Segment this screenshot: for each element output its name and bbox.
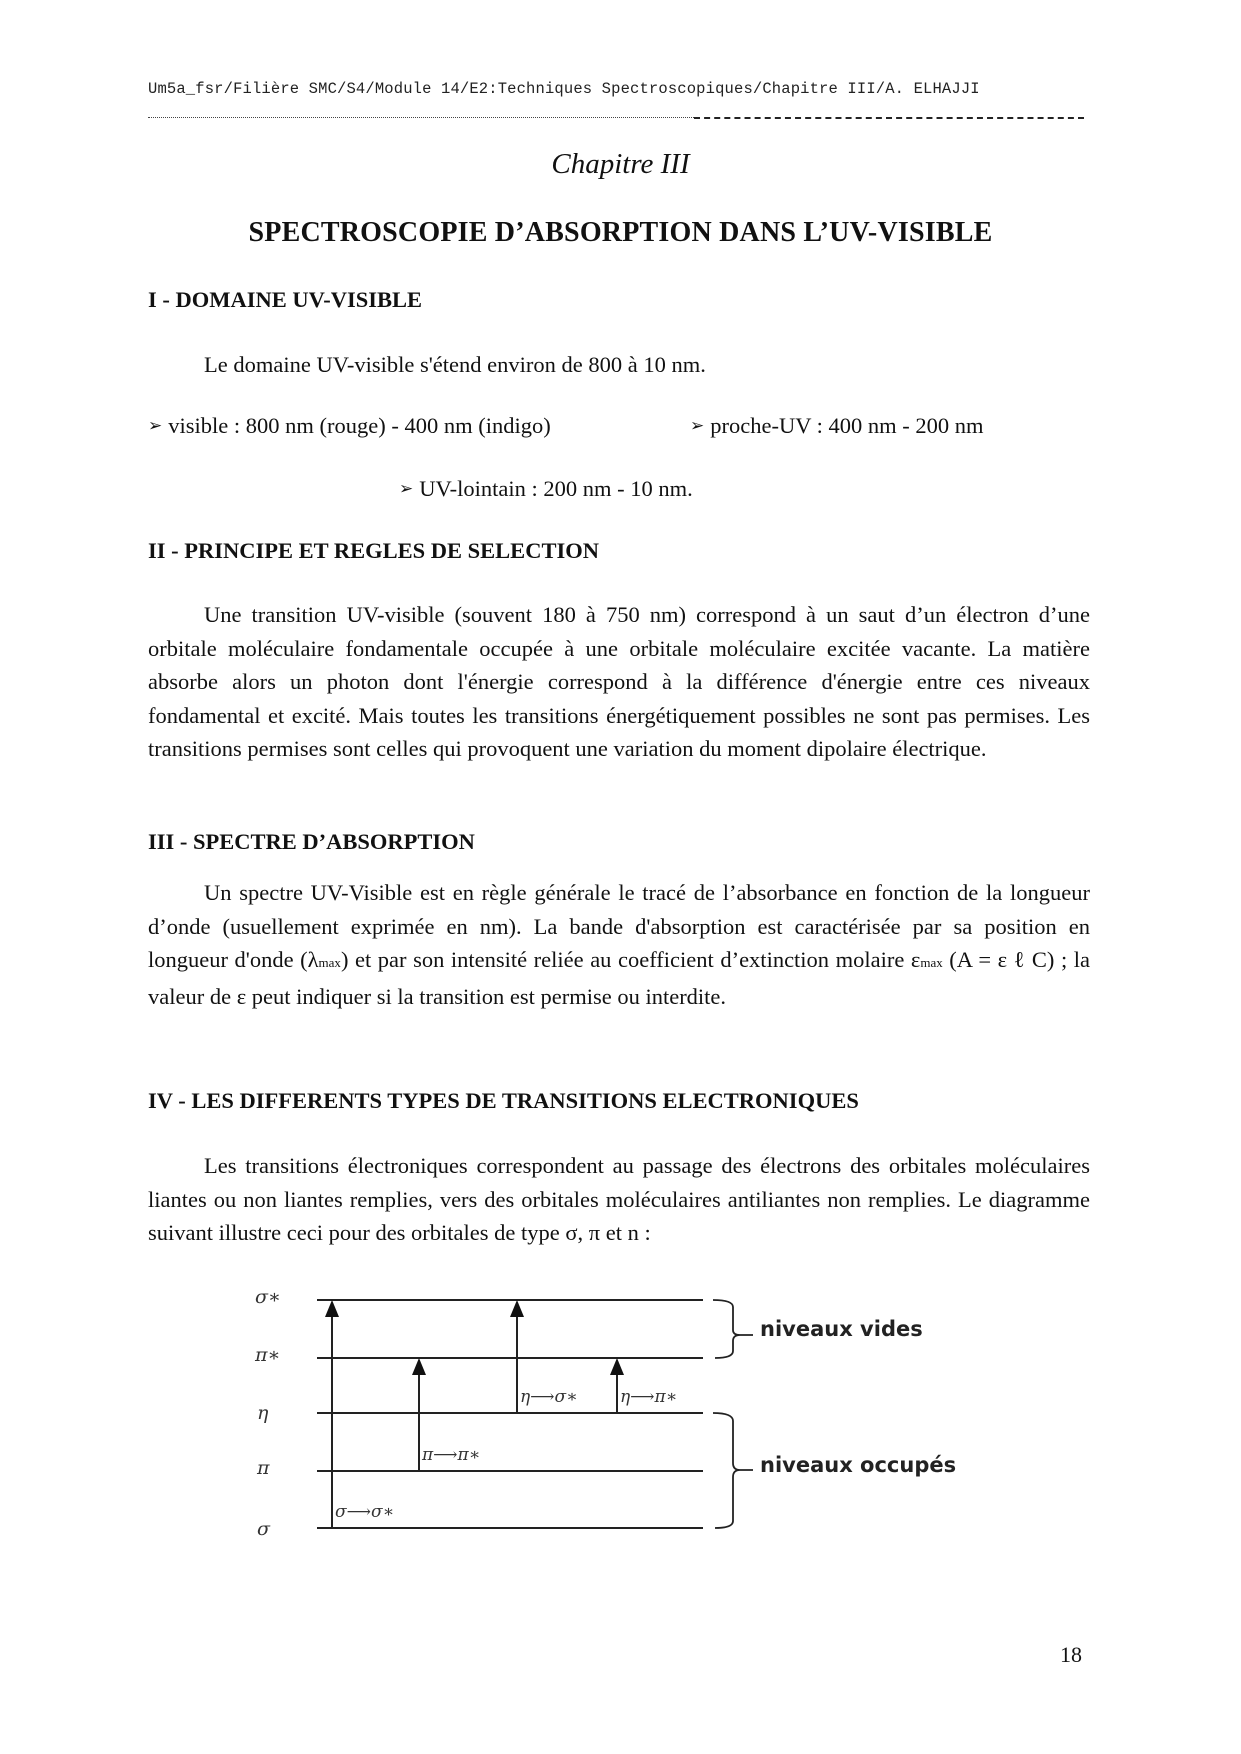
- section-2-heading: II - PRINCIPE ET REGLES DE SELECTION: [148, 538, 599, 563]
- epsilon-max-subscript: max: [920, 955, 943, 970]
- chapter-title: SPECTROSCOPIE D’ABSORPTION DANS L’UV-VISIBLE: [248, 217, 993, 248]
- bullet-near-uv: [690, 413, 984, 439]
- section-1-intro: Le domaine UV-visible s'étend environ de 800 à 10 nm.: [204, 352, 706, 377]
- arrowhead: [412, 1358, 426, 1375]
- header-rule-dashed: [694, 117, 1084, 119]
- section-4-heading: IV - LES DIFFERENTS TYPES DE TRANSITIONS ELECTRONIQUES: [148, 1088, 859, 1113]
- arrowhead: [610, 1358, 624, 1375]
- section-3-text-1: Un spectre UV-Visible est en règle générale le tracé de l’absorbance en fonction de la longueur d’onde (usuellement exprimée en nm). La bande d'absorption est caractérisée par sa position en longueur d'onde (λ: [148, 880, 1090, 972]
- transition-label-pi-pi-star: π⟶π∗: [422, 1445, 481, 1465]
- section-2-paragraph: [148, 598, 1090, 766]
- transition-label-n-sigma-star: η⟶σ∗: [520, 1387, 578, 1407]
- level-label-pi: π: [257, 1457, 270, 1479]
- arrowhead: [325, 1300, 339, 1317]
- bullet-visible: [148, 413, 551, 439]
- page-number: 18: [1060, 1642, 1082, 1667]
- level-label-n: η: [257, 1402, 269, 1424]
- header-rule-dotted: [148, 117, 694, 118]
- transition-label-sigma-sigma-star: σ⟶σ∗: [335, 1502, 395, 1522]
- arrow-bullet-icon: ➢: [690, 416, 705, 435]
- section-2-text: Une transition UV-visible (souvent 180 à 750 nm) correspond à un saut d’un électron d’une orbitale moléculaire fondamentale occupée à une orbitale moléculaire excitée vacante. La matière absorbe alors un photon dont l'énergie correspond à la différence d'énergie entre ces niveaux fondamental et excité. Mais toutes les transitions énergétiquement possibles ne sont pas permises. Les transitions permises sont celles qui provoquent une variation du moment dipolaire électrique.: [148, 602, 1090, 761]
- section-1-heading: I - DOMAINE UV-VISIBLE: [148, 287, 422, 312]
- group-label-empty-levels: niveaux vides: [760, 1317, 923, 1341]
- arrow-bullet-icon: ➢: [148, 416, 163, 435]
- arrowhead: [510, 1300, 524, 1317]
- section-3-paragraph: [148, 876, 1090, 1013]
- section-4-text: Les transitions électroniques correspondent au passage des électrons des orbitales moléculaires liantes ou non liantes remplies, vers des orbitales moléculaires antiliantes non remplies. Le diagramme suivant illustre ceci pour des orbitales de type σ, π et n :: [148, 1153, 1090, 1245]
- chapter-label: Chapitre III: [551, 148, 690, 180]
- group-label-occupied-levels: niveaux occupés: [760, 1453, 957, 1477]
- section-3-text-2: ) et par son intensité reliée au coefficient d’extinction molaire ε: [340, 947, 921, 972]
- running-header: Um5a_fsr/Filière SMC/S4/Module 14/E2:Techniques Spectroscopiques/Chapitre III/A. ELHAJJI: [148, 80, 980, 98]
- brace-occupied-levels: [713, 1413, 753, 1528]
- arrow-bullet-icon: ➢: [399, 479, 414, 498]
- bullet-text: UV-lointain : 200 nm - 10 nm.: [419, 476, 693, 501]
- bullet-text: visible : 800 nm (rouge) - 400 nm (indigo): [168, 413, 551, 438]
- level-label-pi-star: π∗: [255, 1344, 281, 1366]
- orbital-transition-diagram: [255, 1285, 1015, 1575]
- lambda-max-subscript: max: [318, 955, 341, 970]
- section-4-paragraph: [148, 1149, 1090, 1250]
- brace-empty-levels: [713, 1300, 753, 1358]
- bullet-text: proche-UV : 400 nm - 200 nm: [710, 413, 984, 438]
- level-label-sigma-star: σ∗: [255, 1286, 281, 1308]
- transition-label-n-pi-star: η⟶π∗: [620, 1387, 678, 1407]
- level-label-sigma: σ: [257, 1518, 270, 1540]
- section-3-text-3: (A = ε ℓ C) ; la valeur de ε peut indiquer si la transition est permise ou interdite.: [148, 947, 1090, 1009]
- bullet-far-uv: [399, 476, 693, 502]
- section-3-heading: III - SPECTRE D’ABSORPTION: [148, 829, 475, 854]
